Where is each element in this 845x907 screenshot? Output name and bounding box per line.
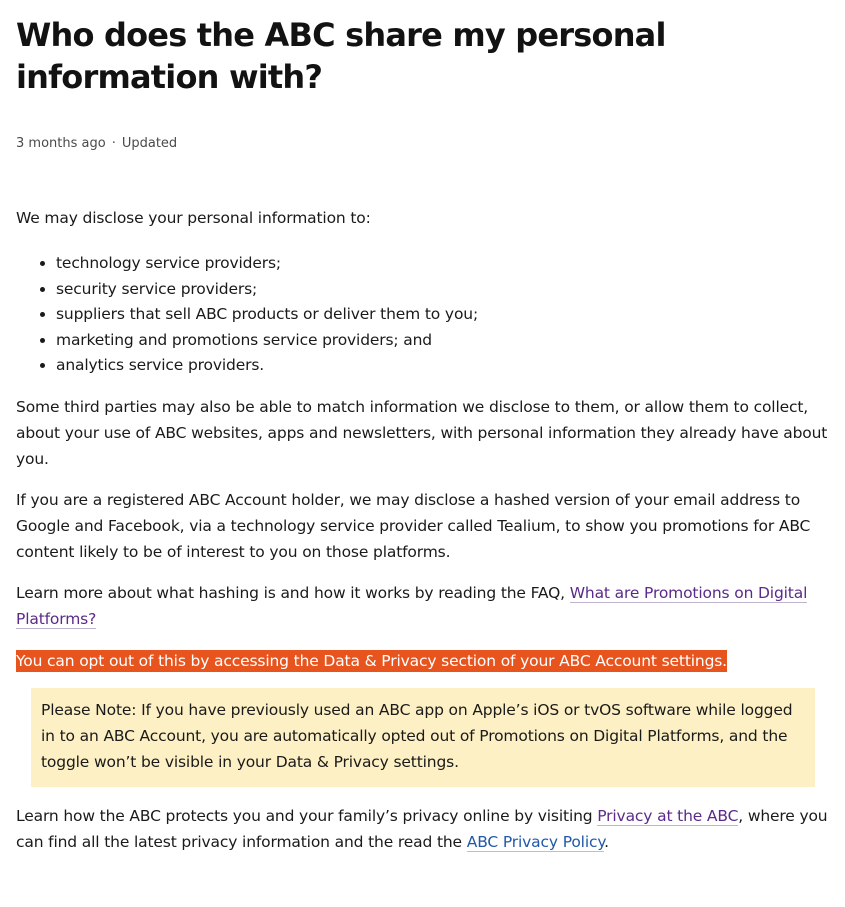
opt-out-line — [16, 648, 829, 674]
recipient-list — [16, 251, 829, 379]
note-box: Please Note: If you have previously used an ABC app on Apple’s iOS or tvOS software while logged in to an ABC Account, you are automatically opted out of Promotions on Digital Platforms, and the toggle won’t be visible in your Data & Privacy settings. — [31, 688, 815, 787]
list-item: • suppliers that sell ABC products or deliver them to you; — [56, 302, 829, 328]
account-paragraph: If you are a registered ABC Account holder, we may disclose a hashed version of your email address to Google and Facebook, via a technology service provider called Tealium, to show you promotions for ABC content likely to be of interest to you on those platforms. — [16, 490, 811, 561]
privacy-at-abc-link[interactable]: Privacy at the ABC — [597, 806, 739, 825]
list-item: • security service providers; — [56, 277, 829, 303]
faq-link[interactable]: What are Promotions on Digital Platforms? — [16, 583, 808, 628]
closing-text-start: Learn how the ABC protects you and your family’s privacy online by visiting — [16, 806, 598, 825]
list-item: • analytics service providers. — [56, 353, 829, 379]
intro-paragraph: We may disclose your personal information to: — [16, 209, 371, 227]
privacy-policy-link[interactable]: ABC Privacy Policy — [466, 832, 605, 851]
faq-paragraph-text: Learn more about what hashing is and how it works by reading the FAQ, — [16, 583, 570, 602]
opt-out-highlight: You can opt out of this by accessing the Data & Privacy section of your ABC Account settings. — [16, 651, 727, 670]
closing-paragraph — [16, 803, 829, 855]
article-meta — [16, 135, 829, 153]
closing-text-middle: , where you can find all the latest privacy information and the read the — [16, 806, 828, 851]
page-title: Who does the ABC share my personal information with? — [16, 16, 666, 96]
third-parties-paragraph: Some third parties may also be able to match information we disclose to them, or allow them to collect, about your use of ABC websites, apps and newsletters, with personal information they already have about you. — [16, 397, 828, 468]
meta-separator: · — [111, 136, 116, 151]
list-item: • technology service providers; — [56, 251, 829, 277]
article-body — [16, 205, 829, 855]
faq-paragraph — [16, 580, 829, 632]
timestamp: 3 months ago — [16, 136, 106, 151]
closing-text-end: . — [604, 832, 609, 851]
updated-label: Updated — [121, 136, 178, 151]
list-item: • marketing and promotions service providers; and — [56, 328, 829, 354]
